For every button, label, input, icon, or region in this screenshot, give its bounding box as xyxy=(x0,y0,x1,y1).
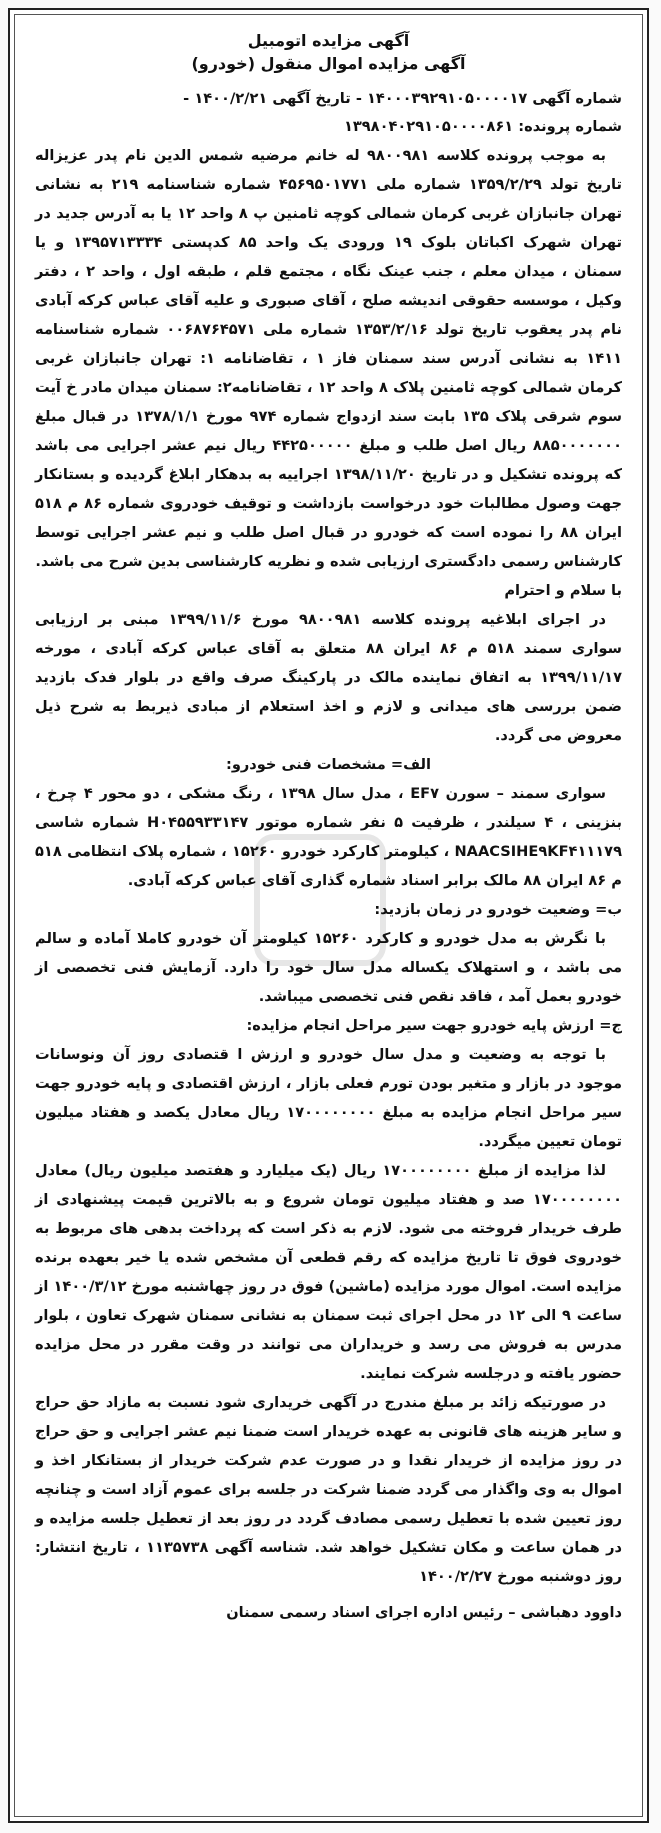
greeting: با سلام و احترام xyxy=(504,582,622,599)
heading-technical-specs: الف= مشخصات فنی خودرو: xyxy=(225,756,431,773)
heading-vehicle-condition: ب= وضعیت خودرو در زمان بازدید: xyxy=(374,901,622,918)
notice-title: آگهی مزایده اتومبیل xyxy=(247,31,410,50)
case-number-line: شماره پرونده: ۱۳۹۸۰۴۰۲۹۱۰۵۰۰۰۰۸۶۱ xyxy=(343,118,622,135)
signature: داوود دهباشی – رئیس اداره اجرای اسناد رسمی سمنان xyxy=(226,1604,622,1621)
notice-body xyxy=(14,14,643,1817)
heading-base-value: ج= ارزش پایه خودرو جهت سیر مراحل انجام مزایده: xyxy=(246,1017,622,1034)
paragraph-technical-specs: سواری سمند – سورن EF۷ ، مدل سال ۱۳۹۸ ، رنگ مشکی ، دو محور ۴ چرخ ، بنزینی ، ۴ سیلندر ، ظرفیت ۵ نفر شماره موتور H۰۴۵۵۹۳۳۱۴۷ شماره شاسی NAACSIHE۹KF۴۱۱۱۷۹ ، کیلومتر کارکرد خودرو ۱۵۲۶۰ ، شماره پلاک انتظامی ۵۱۸ م ۸۶ ایران ۸۸ مالک برابر اسناد شماره گذاری آقای عباس کرکه آبادی. xyxy=(35,785,622,889)
notice-frame xyxy=(8,8,649,1823)
paragraph-auction-terms: لذا مزایده از مبلغ ۱۷۰۰۰۰۰۰۰۰ ریال (یک میلیارد و هفتصد میلیون ریال) معادل ۱۷۰۰۰۰۰۰۰۰ صد و هفتاد میلیون تومان شروع و به بالاترین قیمت پیشنهادی از طرف خریدار فروخته می شود. لازم به ذکر است که پرداخت بدهی های مربوط به خودروی فوق تا تاریخ مزایده که رقم قطعی آن مشخص شده یا خیر بعهده برنده مزایده است. اموال مورد مزایده (ماشین) فوق در روز چهاشنبه مورخ ۱۴۰۰/۳/۱۲ از ساعت ۹ الی ۱۲ در محل اجرای ثبت سمنان به نشانی سمنان شهرک تعاون ، بلوار مدرس به فروش می رسد و خریداران می توانند در وقت مقرر در محل مزایده حضور یافته و درجلسه شرکت نمایند. xyxy=(35,1162,622,1382)
paragraph-case-details: به موجب پرونده کلاسه ۹۸۰۰۹۸۱ له خانم مرضیه شمس الدین نام پدر عزیزاله تاریخ تولد ۱۳۵۹/۲/۲۹ شماره ملی ۴۵۶۹۵۰۱۷۷۱ شماره شناسنامه ۲۱۹ به نشانی تهران جانبازان غربی کرمان شمالی کوچه ثامنین پ ۸ واحد ۱۲ یا به آدرس جدید در تهران شهرک اکباتان بلوک ۱۹ ورودی یک واحد ۸۵ کدپستی ۱۳۹۵۷۱۳۳۳۴ و یا سمنان ، میدان معلم ، جنب عینک نگاه ، مجتمع قلم ، طبقه اول ، واحد ۲ ، دفتر وکیل ، موسسه حقوقی اندیشه صلح ، آقای صبوری و علیه آقای عباس کرکه آبادی نام پدر یعقوب تاریخ تولد ۱۳۵۳/۲/۱۶ شماره ملی ۰۰۶۸۷۶۴۵۷۱ شماره شناسنامه ۱۴۱۱ به نشانی آدرس سند سمنان فاز ۱ ، تقاضانامه ۱: تهران جانبازان غربی کرمان شمالی کوچه ثامنین پلاک ۸ واحد ۱۲ ، تقاضانامه۲: سمنان میدان مادر خ آیت سوم شرقی پلاک ۱۳۵ بابت سند ازدواج شماره ۹۷۴ مورخ ۱۳۷۸/۱/۱ در قبال مبلغ ۸۸۵۰۰۰۰۰۰۰ ریال اصل طلب و مبلغ ۴۴۲۵۰۰۰۰۰ ریال نیم عشر اجرایی می باشد که پرونده تشکیل و در تاریخ ۱۳۹۸/۱۱/۲۰ اجراییه به بدهکار ابلاغ گردیده و بستانکار جهت وصول مطالبات خود درخواست بازداشت و توقیف خودروی شماره ۸۶ م ۵۱۸ ایران ۸۸ را نموده است که خودرو در قبال اصل طلب و نیم عشر اجرایی توسط کارشناس رسمی دادگستری ارزیابی شده و نظریه کارشناسی بدین شرح می باشد. xyxy=(35,147,623,570)
notice-subtitle: آگهی مزایده اموال منقول (خودرو) xyxy=(191,54,466,73)
paragraph-auction-conditions: در صورتیکه زائد بر مبلغ مندرج در آگهی خریداری شود نسبت به مازاد حق حراج و سایر هزینه های قانونی به عهده خریدار است ضمنا نیم عشر اجرایی و حق حراج در روز مزایده از خریدار نقدا و در صورت عدم شرکت خریدار از بستانکار اخذ و اموال به وی واگذار می گردد ضمنا شرکت در جلسه برای عموم آزاد است و چنانچه روز تعیین شده با تعطیل رسمی مصادف گردد در روز بعد از تعطیل جلسه مزایده و در همان ساعت و مکان تشکیل خواهد شد. شناسه آگهی ۱۱۳۵۷۳۸ ، تاریخ انتشار: روز دوشنبه مورخ ۱۴۰۰/۲/۲۷ xyxy=(35,1394,622,1585)
ad-number-line: شماره آگهی ۱۴۰۰۰۳۹۲۹۱۰۵۰۰۰۰۱۷ - تاریخ آگهی ۱۴۰۰/۲/۲۱ - xyxy=(183,90,622,107)
paragraph-appraisal-intro: در اجرای ابلاغیه پرونده کلاسه ۹۸۰۰۹۸۱ مورخ ۱۳۹۹/۱۱/۶ مبنی بر ارزیابی سواری سمند ۵۱۸ م ۸۶ ایران ۸۸ متعلق به آقای عباس کرکه آبادی ، مورخه ۱۳۹۹/۱۱/۱۷ به اتفاق نماینده مالک در پارکینگ صرف واقع در بلوار فدک بازدید ضمن بررسی های میدانی و لازم و اخذ استعلام از مبادی ذیربط به شرح ذیل معروض می گردد. xyxy=(35,611,623,744)
paragraph-base-value: با توجه به وضعیت و مدل سال خودرو و ارزش ا قتصادی روز آن ونوسانات موجود در بازار و متغیر بودن تورم فعلی بازار ، ارزش اقتصادی و پایه خودرو جهت سیر مراحل انجام مزایده به مبلغ ۱۷۰۰۰۰۰۰۰۰ ریال معادل یکصد و هفتاد میلیون تومان تعیین میگردد. xyxy=(35,1046,622,1150)
notice-titles xyxy=(35,29,622,75)
paragraph-vehicle-condition: با نگرش به مدل خودرو و کارکرد ۱۵۲۶۰ کیلومتر آن خودرو کاملا آماده و سالم می باشد ، و استهلاک یکساله مدل سال خود را دارد. آزمایش فنی تخصصی از خودرو بعمل آمد ، فاقد نقص فنی تخصصی میباشد. xyxy=(35,930,622,1005)
